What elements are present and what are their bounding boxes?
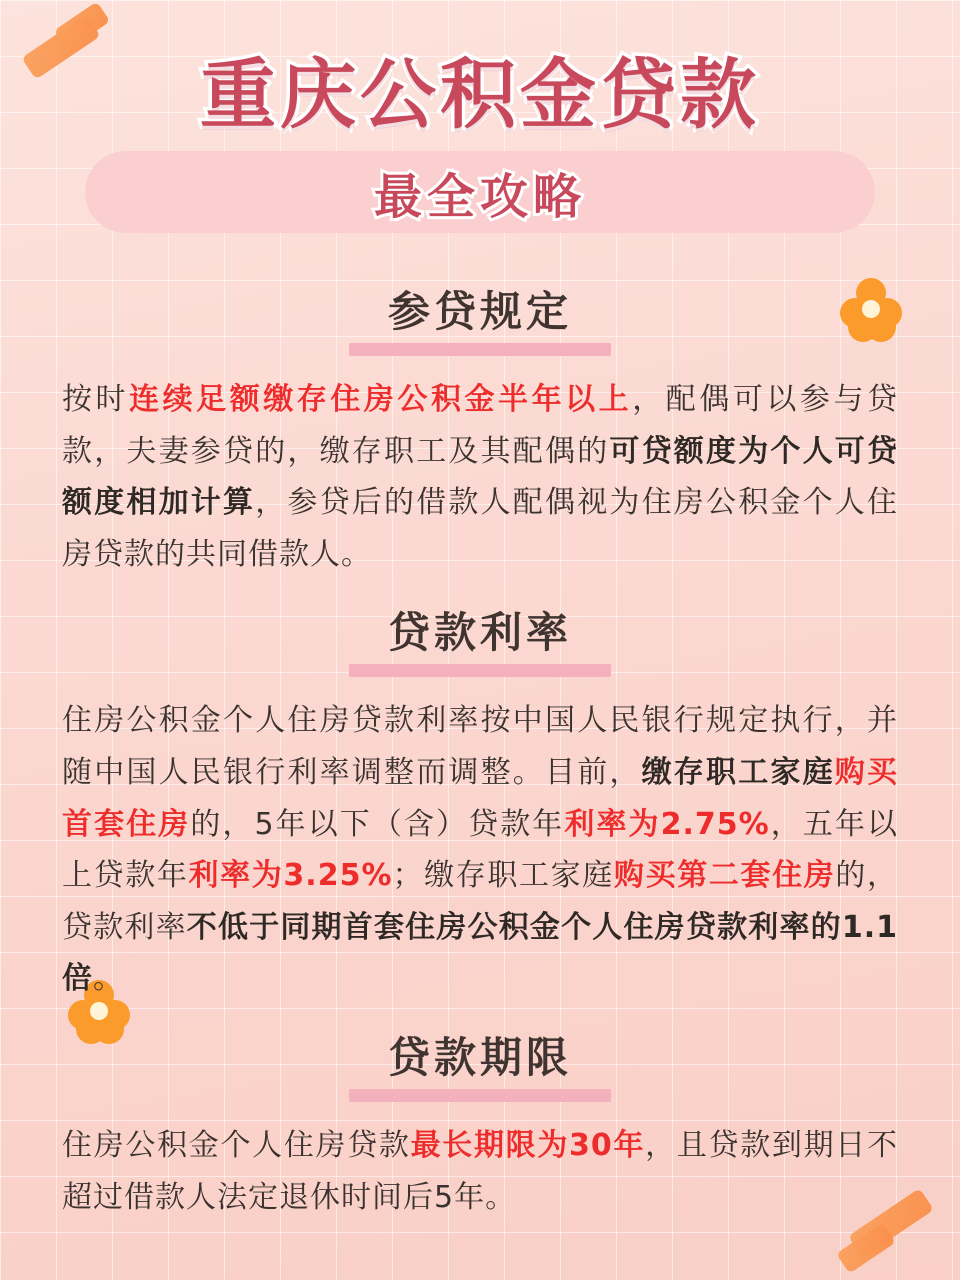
text-run: 购买第二套住房 xyxy=(613,858,836,894)
text-run: 连续足额缴存住房公积金半年以上 xyxy=(129,382,633,418)
text-run: 。 xyxy=(93,961,124,997)
text-run: 可贷额度为个人可贷额度相加计算 xyxy=(62,433,899,521)
text-run: ，配偶可以参与贷款，夫妻参贷的，缴存职工及其配偶的 xyxy=(62,382,899,469)
section-loan-eligibility xyxy=(62,279,898,580)
section-loan-interest-rate xyxy=(62,600,898,1005)
text-run: ；缴存职工家庭 xyxy=(392,858,614,894)
text-run: 不低于同期首套住房公积金个人住房贷款利率的1.1倍 xyxy=(62,909,898,997)
section-heading xyxy=(62,1025,898,1102)
text-run: ，五年以上贷款年 xyxy=(62,806,899,894)
text-run: 缴存职工家庭 xyxy=(641,755,835,791)
section-paragraph xyxy=(62,695,898,1005)
title-block xyxy=(0,0,960,233)
text-run: 最长期限为30年 xyxy=(410,1128,646,1164)
text-run: 的，贷款利率 xyxy=(62,858,899,945)
section-paragraph xyxy=(62,374,898,580)
text-run: 住房公积金个人住房贷款 xyxy=(62,1128,411,1164)
content-area xyxy=(0,233,960,1223)
page-subtitle: 最全攻略 xyxy=(373,168,586,225)
text-run: 的，5年以下（含）贷款年 xyxy=(190,806,565,842)
text-run: 住房公积金个人住房贷款利率按中国人民银行规定执行，并随中国人民银行利率调整而调整。目前， xyxy=(62,703,898,791)
subtitle-pill xyxy=(85,151,875,233)
page-title: 重庆公积金贷款 xyxy=(200,50,760,139)
section-paragraph xyxy=(62,1120,898,1223)
section-heading-text: 贷款利率 xyxy=(387,608,572,658)
text-run: 按时 xyxy=(62,382,130,418)
text-run: 利率为2.75% xyxy=(564,806,770,842)
section-heading xyxy=(62,600,898,677)
section-heading-text: 贷款期限 xyxy=(387,1033,572,1083)
section-heading-text: 参贷规定 xyxy=(387,287,572,337)
text-run: 利率为3.25% xyxy=(188,858,393,894)
text-run: 购买首套住房 xyxy=(62,755,899,842)
text-run: ，且贷款到期日不超过借款人法定退休时间后5年。 xyxy=(62,1128,899,1215)
section-loan-term xyxy=(62,1025,898,1223)
text-run: ，参贷后的借款人配偶视为住房公积金个人住房贷款的共同借款人。 xyxy=(62,485,899,572)
section-heading xyxy=(62,279,898,356)
